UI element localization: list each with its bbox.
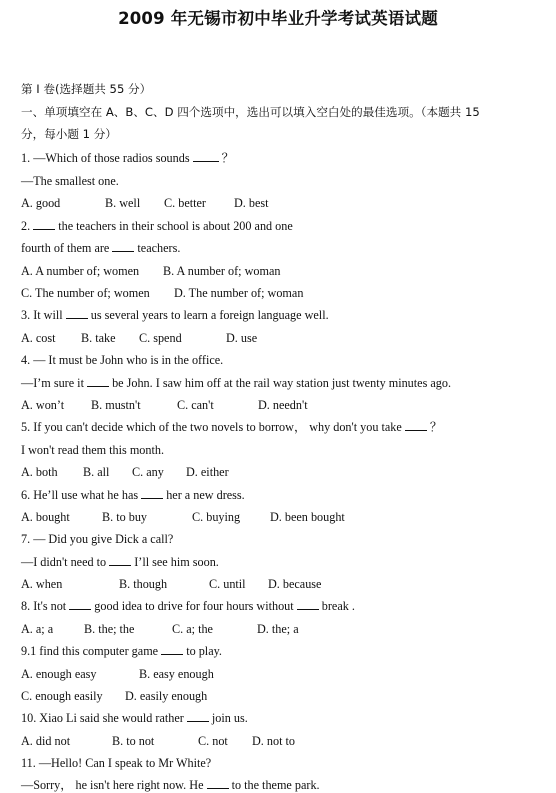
- option-c: C. better: [164, 196, 206, 210]
- question-2-stem-cont: fourth of them are teachers.: [21, 241, 181, 255]
- option-c: C. enough easily: [21, 689, 103, 703]
- question-2-stem: 2. the teachers in their school is about 200 and one: [21, 219, 293, 233]
- document-title: 2009 年无锡市初中毕业升学考试英语试题: [118, 9, 438, 28]
- option-b: B. the; the: [84, 622, 135, 636]
- option-d: D. been bought: [270, 510, 345, 524]
- option-d: D. The number of; woman: [174, 286, 304, 300]
- option-b: B. to buy: [102, 510, 148, 524]
- option-b: B. take: [81, 331, 116, 345]
- option-c: C. spend: [139, 331, 182, 345]
- section-intro-line-1: 一、单项填空在 A、B、C、D 四个选项中，选出可以填入空白处的最佳选项。（本题共 15: [21, 105, 480, 119]
- option-a: A. a; a: [21, 622, 54, 636]
- option-d: D. needn't: [258, 398, 308, 412]
- option-c: C. The number of; women: [21, 286, 150, 300]
- option-b: B. A number of; woman: [163, 264, 281, 278]
- option-b: B. mustn't: [91, 398, 141, 412]
- option-a: A. when: [21, 577, 63, 591]
- question-5-stem: 5. If you can't decide which of the two novels to borrow， why don't you take ？: [21, 420, 443, 434]
- answer-blank: [69, 598, 91, 610]
- answer-blank: [141, 487, 163, 499]
- option-d: D. because: [268, 577, 322, 591]
- question-10-stem: 10. Xiao Li said she would rather join us.: [21, 711, 248, 725]
- option-a: A. won’t: [21, 398, 65, 412]
- part-heading: 第 I 卷(选择题共 55 分）: [21, 82, 152, 96]
- option-b: B. all: [83, 465, 110, 479]
- option-a: A. A number of; women: [21, 264, 140, 278]
- question-11-reply: —Sorry， he isn't here right now. He to the theme park.: [21, 778, 320, 792]
- question-4-stem: 4. — It must be John who is in the office.: [21, 353, 224, 367]
- option-a: A. bought: [21, 510, 70, 524]
- option-a: A. did not: [21, 734, 71, 748]
- option-b: B. easy enough: [139, 667, 214, 681]
- answer-blank: [33, 218, 55, 230]
- answer-blank: [187, 710, 209, 722]
- question-9-stem: 9.1 find this computer game to play.: [21, 644, 222, 658]
- answer-blank: [207, 777, 229, 789]
- answer-blank: [161, 643, 183, 655]
- question-1-reply: —The smallest one.: [21, 174, 119, 188]
- option-b: B. though: [119, 577, 168, 591]
- option-c: C. buying: [192, 510, 241, 524]
- question-7-stem: 7. — Did you give Dick a call?: [21, 532, 174, 546]
- answer-blank: [405, 419, 427, 431]
- option-a: A. enough easy: [21, 667, 97, 681]
- answer-blank: [112, 240, 134, 252]
- option-c: C. any: [132, 465, 164, 479]
- question-11-stem: 11. —Hello! Can I speak to Mr White?: [21, 756, 212, 770]
- option-c: C. not: [198, 734, 228, 748]
- question-1-stem: 1. —Which of those radios sounds ？: [21, 151, 234, 165]
- option-d: D. either: [186, 465, 229, 479]
- question-6-stem: 6. He’ll use what he has her a new dress.: [21, 488, 245, 502]
- option-d: D. the; a: [257, 622, 299, 636]
- question-8-stem: 8. It's not good idea to drive for four hours without break .: [21, 599, 355, 613]
- option-b: B. to not: [112, 734, 155, 748]
- option-a: A. good: [21, 196, 61, 210]
- option-d: D. not to: [252, 734, 295, 748]
- option-c: C. a; the: [172, 622, 213, 636]
- option-c: C. until: [209, 577, 246, 591]
- question-4-reply: —I’m sure it be John. I saw him off at the rail way station just twenty minutes ago.: [21, 376, 451, 390]
- answer-blank: [193, 150, 219, 162]
- question-3-stem: 3. It will us several years to learn a foreign language well.: [21, 308, 329, 322]
- option-b: B. well: [105, 196, 141, 210]
- option-d: D. easily enough: [125, 689, 208, 703]
- option-a: A. cost: [21, 331, 56, 345]
- question-7-reply: —I didn't need to I’ll see him soon.: [21, 555, 219, 569]
- answer-blank: [66, 307, 88, 319]
- answer-blank: [109, 554, 131, 566]
- option-d: D. use: [226, 331, 258, 345]
- option-a: A. both: [21, 465, 58, 479]
- option-d: D. best: [234, 196, 269, 210]
- answer-blank: [297, 598, 319, 610]
- section-intro-line-2: 分，每小题 1 分）: [21, 127, 117, 141]
- option-c: C. can't: [177, 398, 214, 412]
- answer-blank: [87, 375, 109, 387]
- question-5-reply: I won't read them this month.: [21, 443, 165, 457]
